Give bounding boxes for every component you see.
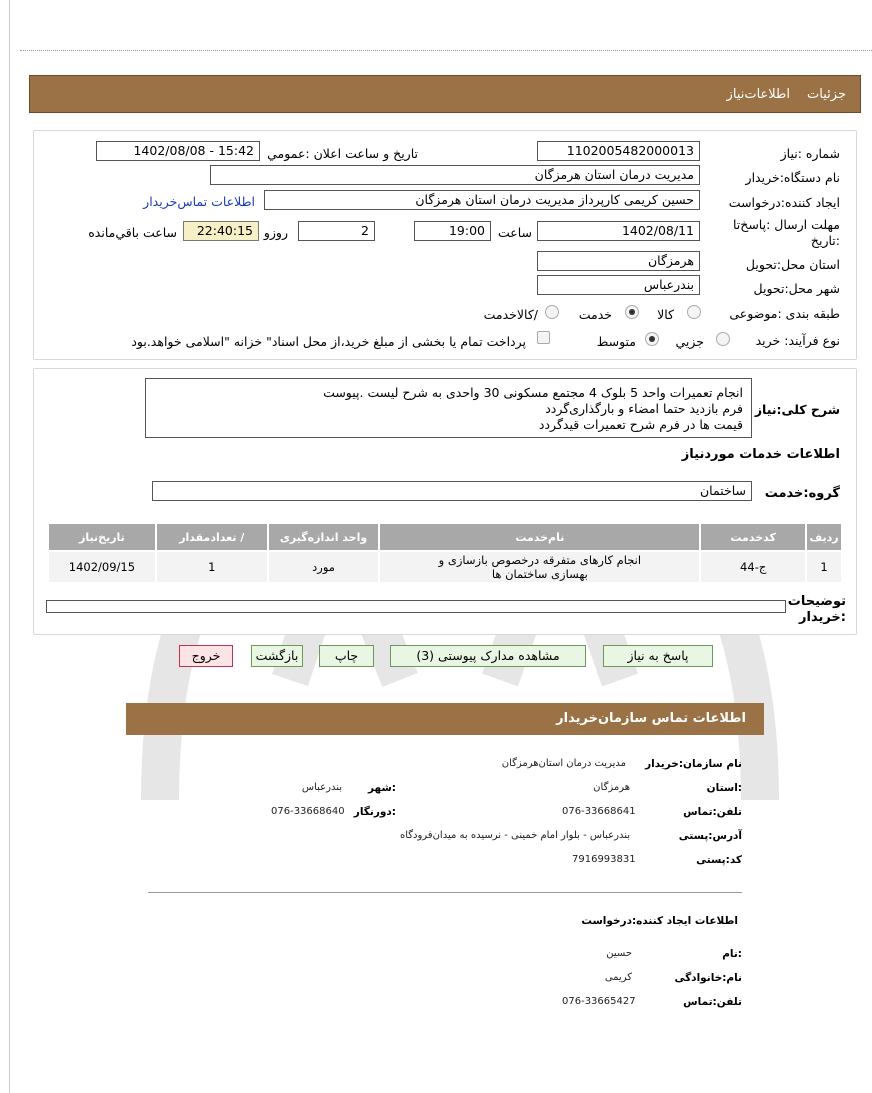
contact-city-value: بندرعباس (301, 782, 342, 793)
contact-fax-value: 076-33668640 (271, 806, 345, 817)
exit-button[interactable]: خروج (179, 645, 233, 667)
time-label: ساعت (497, 225, 532, 240)
services-table-header (49, 524, 841, 550)
cell-name-line: بهسازی ساختمان ها (491, 567, 588, 581)
cell-unit: مورد (269, 552, 379, 582)
services-table (47, 522, 843, 584)
contact-address-value: بندرعباس - بلوار امام خمینی - نرسیده به میدان‌فرودگاه (399, 830, 630, 841)
contact-province-label: :استان (706, 782, 742, 794)
description-line: انجام تعمیرات واحد 5 بلوک 4 مجتمع مسکونی 30 واحدی به شرح لیست .پیوست (323, 385, 743, 400)
buyer-field: مدیریت درمان استان هرمزگان (210, 165, 700, 185)
contact-phone-value: 076-33668641 (562, 806, 636, 817)
process-type-label: نوع فرآیند: خرید (755, 333, 840, 348)
creator-field: حسین کریمی کارپرداز مدیریت درمان استان هرمزگان (264, 190, 700, 210)
contact-org-label: نام سازمان:خریدار (645, 758, 742, 770)
creator-info-title: اطلاعات ایجاد کننده:درخواست (581, 915, 738, 927)
cell-date: 1402/09/15 (49, 552, 155, 582)
creator-last-name-value: کریمی (604, 972, 632, 983)
announce-label: تاریخ و ساعت اعلان :عمومي (267, 146, 418, 161)
buyer-notes-label: توضیحات (787, 594, 846, 609)
contact-province-value: هرمزگان (593, 782, 630, 793)
table-row (49, 552, 841, 582)
header-bar (29, 75, 861, 113)
creator-phone-label: تلفن:تماس (683, 996, 742, 1008)
buyer-notes-label-2: :خریدار (799, 610, 846, 625)
cell-name-line: انجام کارهای متفرقه درخصوص بازسازی و (438, 553, 642, 567)
need-number-label: شماره :نیاز (780, 146, 840, 161)
col-row: ردیف (807, 524, 841, 550)
services-heading: اطلاعات خدمات موردنیاز (681, 447, 840, 462)
col-qty: / تعدادمقدار (157, 524, 267, 550)
reply-button[interactable]: پاسخ به نیاز (603, 645, 713, 667)
category-service-radio[interactable] (625, 305, 639, 319)
deadline-label-2: :تاریخ (810, 233, 840, 248)
tab-details[interactable]: جزئيات (807, 87, 846, 102)
back-button[interactable]: بازگشت (251, 645, 303, 667)
deadline-time-field: 19:00 (414, 221, 491, 241)
creator-first-name-value: حسین (606, 948, 632, 959)
creator-last-name-label: نام:خانوادگی (674, 972, 742, 984)
service-group-label: گروه:خدمت (764, 486, 840, 501)
contact-postal-label: کد:پستی (696, 854, 742, 866)
category-service-label: خدمت (578, 307, 612, 322)
days-field: 2 (298, 221, 375, 241)
remaining-time-field: 22:40:15 (183, 221, 259, 241)
cell-name (380, 552, 699, 582)
remaining-label: ساعت باقي‌مانده (88, 225, 177, 240)
service-group-field: ساختمان (152, 481, 752, 501)
contact-section-title: اطلاعات تماس سازمان‌خریدار (556, 711, 746, 726)
process-medium-label: متوسط (596, 334, 636, 349)
description-box (145, 378, 752, 438)
cell-code: ج-44 (701, 552, 805, 582)
tab-need-info[interactable]: اطلاعات‌نیاز (726, 87, 790, 102)
contact-section-header (126, 703, 764, 735)
cell-row: 1 (807, 552, 841, 582)
province-label: استان محل:تحویل (745, 257, 840, 272)
announce-field: 1402/08/08 - 15:42 (96, 141, 260, 161)
description-line: قیمت ها در فرم شرح تعمیرات قیدگردد (538, 417, 743, 432)
buyer-label: نام دستگاه:خریدار (745, 170, 840, 185)
deadline-label: مهلت ارسال :پاسخ‌تا (732, 217, 840, 232)
creator-phone-value: 076-33665427 (562, 996, 636, 1007)
process-medium-radio[interactable] (645, 332, 659, 346)
buyer-contact-link[interactable]: اطلاعات تماس‌خریدار (143, 194, 255, 209)
need-number-field: 1102005482000013 (537, 141, 700, 161)
cell-qty: 1 (157, 552, 267, 582)
category-goods-service-label: /کالاخدمت (483, 307, 538, 322)
col-name: نام‌خدمت (380, 524, 699, 550)
contact-city-label: :شهر (368, 782, 396, 794)
left-border-line (9, 0, 10, 1093)
contact-divider (148, 892, 742, 893)
treasury-payment-note: پرداخت تمام یا بخشی از مبلغ خرید،از محل اسناد" خزانه "اسلامی خواهد.بود (131, 334, 526, 349)
category-goods-label: کالا (657, 307, 674, 322)
deadline-date-field: 1402/08/11 (537, 221, 700, 241)
city-field: بندرعباس (537, 275, 700, 295)
description-line: فرم بازدید حتما امضاء و بارگذاری‌گردد (545, 401, 743, 416)
contact-phone-label: تلفن:تماس (683, 806, 742, 818)
contact-org-value: مدیریت درمان استان‌هرمزگان (501, 758, 626, 769)
creator-first-name-label: :نام (722, 948, 742, 960)
process-partial-radio[interactable] (716, 332, 730, 346)
contact-address-label: آدرس:پستی (678, 830, 742, 842)
category-goods-service-radio[interactable] (545, 305, 559, 319)
contact-fax-label: :دورنگار (353, 806, 396, 818)
attachments-button[interactable]: مشاهده مدارک پیوستی (3) (390, 645, 586, 667)
category-goods-radio[interactable] (687, 305, 701, 319)
contact-postal-value: 7916993831 (572, 854, 636, 865)
category-label: طبقه بندی :موضوعی (729, 306, 840, 321)
col-date: تاریخ‌نیاز (49, 524, 155, 550)
process-partial-label: جزیي (675, 334, 704, 349)
print-button[interactable]: چاپ (319, 645, 374, 667)
day-label: روزو (263, 225, 288, 240)
col-unit: واحد اندازه‌گیری (269, 524, 379, 550)
creator-label: ایجاد کننده:درخواست (728, 195, 840, 210)
buyer-notes-field (46, 600, 786, 613)
top-dotted-divider (20, 50, 872, 51)
treasury-payment-checkbox[interactable] (537, 331, 550, 344)
col-code: کدخدمت (701, 524, 805, 550)
city-label: شهر محل:تحویل (753, 281, 840, 296)
description-label: شرح کلی:نیاز (754, 402, 840, 417)
province-field: هرمزگان (537, 251, 700, 271)
